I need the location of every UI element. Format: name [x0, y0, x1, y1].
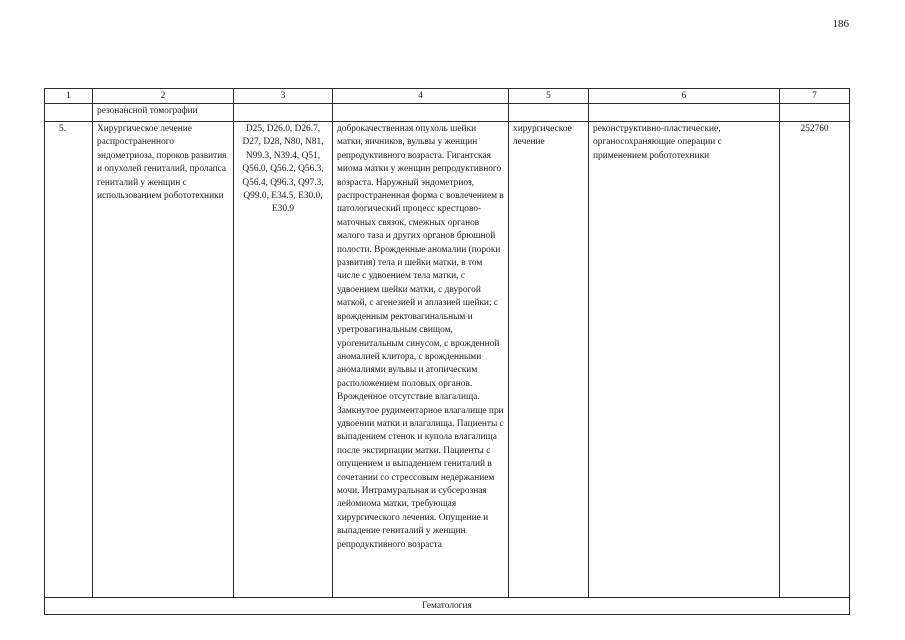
- table-header-row: [45, 89, 850, 104]
- row-number: 5.: [45, 122, 93, 598]
- column-number-2: 2: [93, 89, 234, 104]
- table-cell: [45, 104, 93, 122]
- table-row: [45, 122, 850, 598]
- column-number-6: 6: [589, 89, 780, 104]
- page-number: 186: [832, 18, 849, 30]
- column-number-3: 3: [234, 89, 333, 104]
- table-cell: [333, 104, 509, 122]
- treatment-type: хирургическое лечение: [509, 122, 589, 598]
- column-number-4: 4: [333, 89, 509, 104]
- medical-care-table: [44, 88, 850, 615]
- care-type-name: Хирургическое лечение распространенного эндометриоза, пороков развития и опухолей гениталий, пролапса гениталий у женщин с использованием робототехники: [93, 122, 234, 598]
- table-cell: [780, 104, 850, 122]
- column-number-1: 1: [45, 89, 93, 104]
- treatment-method: реконструктивно-пластические, органосохраняющие операции с применением робототехники: [589, 122, 780, 598]
- cost-value: 252760: [780, 122, 850, 598]
- icd-codes: D25, D26.0, D26.7, D27, D28, N80, N81, N99.3, N39.4, Q51, Q56.0, Q56.2, Q56.3, Q56.4, Q96.3, Q97.3, Q99.0, E34.5, E30.0, E30.9: [234, 122, 333, 598]
- continued-text-cell: [93, 104, 234, 122]
- table-cell: [509, 104, 589, 122]
- continuation-row: [45, 104, 850, 122]
- section-title: Гематология: [45, 598, 850, 615]
- column-number-7: 7: [780, 89, 850, 104]
- table-cell: [234, 104, 333, 122]
- column-number-5: 5: [509, 89, 589, 104]
- continued-text: резонансной томографии: [97, 106, 198, 116]
- table-cell: [589, 104, 780, 122]
- section-row: [45, 598, 850, 615]
- patient-model: доброкачественная опухоль шейки матки, яичников, вульвы у женщин репродуктивного возраста. Гигантская миома матки у женщин репродуктивного возраста. Наружный эндометриоз, распространенная форма с вовлечением в патологический процесс крестцово-маточных связок, смежных органов малого таза и других органов брюшной полости. Врожденные аномалии (пороки развития) тела и шейки матки, в том числе с удвоением тела матки, с удвоением шейки матки, с двурогой маткой, с агенезией и аплазией шейки; с врожденным ректовагинальным и уретровагинальным свищом, урогенитальным синусом, с врожденной аномалией клитора, с врожденными аномалиями вульвы и атопическим расположением половых органов. Врожденное отсутствие влагалища. Замкнутое рудиментарное влагалище при удвоении матки и влагалища. Пациенты с выпадением стенок и купола влагалища после экстирпации матки. Пациенты с опущением и выпадением гениталий в сочетании со стрессовым недержанием мочи. Интрамуральная и субсерозная лейомиома матки, требующая хирургического лечения. Опущение и выпадение гениталий у женщин репродуктивного возраста: [333, 122, 509, 598]
